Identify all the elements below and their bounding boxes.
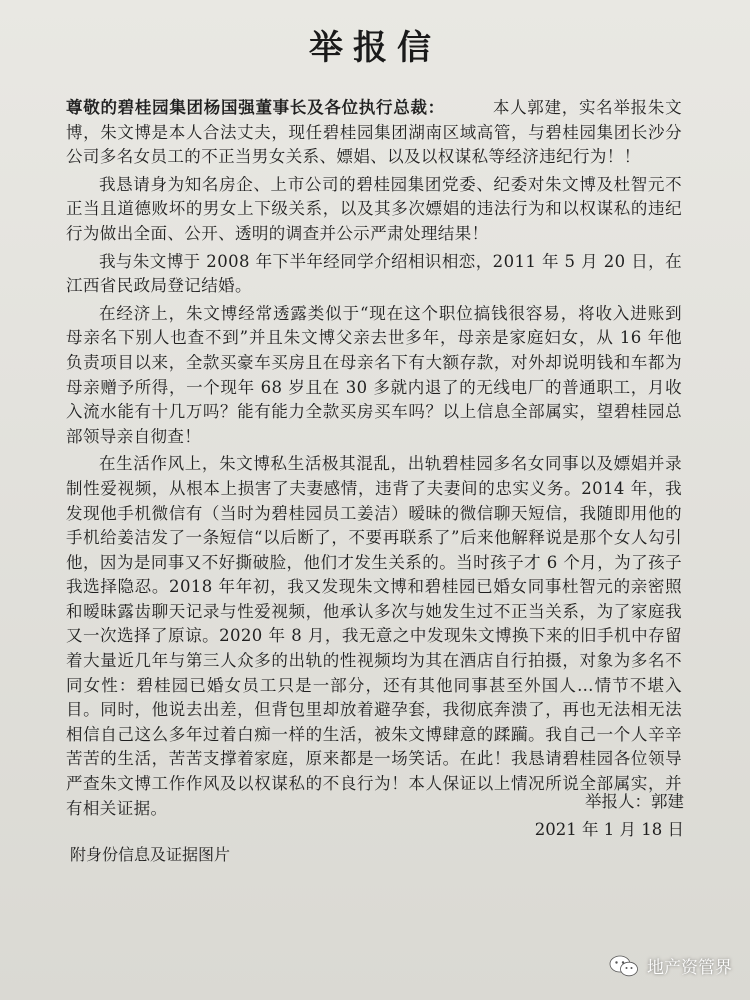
paragraph-2: 我恳请身为知名房企、上市公司的碧桂园集团党委、纪委对朱文博及杜智元不正当且道德败坏的男女上下级关系，以及其多次嫖娼的违法行为和以权谋私的违纪行为做出全面、公开、透明的调查并公示严肃处理结果！ (66, 174, 682, 243)
attachment-note: 附身份信息及证据图片 (70, 845, 231, 864)
paragraph-4: 在经济上，朱文博经常透露类似于“现在这个职位搞钱很容易，将收入进账到母亲名下别人也查不到”并且朱文博父亲去世多年，母亲是家庭妇女，从 16 年他负责项目以来，全款买豪车买房且在母亲名下有大额存款，对外却说明钱和车都为母亲赠予所得，一个现年 68 岁且在 30 多就内退了的无线电厂的普通职工，月收入流水能有十几万吗？能有能力全款买房买车吗？以上信息全部属实，望碧桂园总部领导亲自彻查！ (66, 303, 682, 446)
signature-block (535, 788, 684, 844)
opening-paragraph (66, 96, 682, 170)
paragraph-3: 我与朱文博于 2008 年下半年经同学介绍相识相恋，2011 年 5 月 20 日，在江西省民政局登记结婚。 (66, 251, 682, 296)
salutation: 尊敬的碧桂园集团杨国强董事长及各位执行总裁： (66, 98, 445, 117)
wechat-icon (609, 954, 639, 978)
watermark (609, 953, 732, 978)
letter-date: 2021 年 1 月 18 日 (534, 820, 684, 839)
reporter-name: 举报人：郭建 (585, 792, 684, 811)
paragraph-1: 本人郭建，实名举报朱文博，朱文博是本人合法丈夫，现任碧桂园集团湖南区域高管，与碧桂园集团长沙分公司多名女员工的不正当男女关系、嫖娼、以及以权谋私等经济违纪行为！！ (66, 98, 682, 167)
letter-title: 举报信 (309, 28, 441, 68)
letter-body (66, 96, 682, 824)
watermark-text: 地产资管界 (647, 958, 732, 978)
paragraph-5: 在生活作风上，朱文博私生活极其混乱，出轨碧桂园多名女同事以及嫖娼并录制性爱视频，从根本上损害了夫妻感情，违背了夫妻间的忠实义务。2014 年，我发现他手机微信有（当时为碧桂园员工姜洁）暧昧的微信聊天短信，我随即用他的手机给姜洁发了一条短信“以后断了，不要再联系了”后来他解释说是那个女人勾引他，因为是同事又不好撕破脸，他们才发生关系的。当时孩子才 6 个月，为了孩子我选择隐忍。2018 年年初，我又发现朱文博和碧桂园已婚女同事杜智元的亲密照和暧昧露齿聊天记录与性爱视频，他承认多次与她发生过不正当关系，为了家庭我又一次选择了原谅。2020 年 8 月，我无意之中发现朱文博换下来的旧手机中存留着大量近几年与第三人众多的出轨的性视频均为其在酒店自行拍摄，对象为多名不同女性：碧桂园已婚女员工只是一部分，还有其他同事甚至外国人…情节不堪入目。同时，他说去出差，但背包里却放着避孕套，我彻底奔溃了，再也无法相无法相信自己这么多年过着白痴一样的生活，被朱文博肆意的蹂躏。我自己一个人辛辛苦苦的生活，苦苦支撑着家庭，原来都是一场笑话。在此！我恳请碧桂园各位领导严查朱文博工作作风及以权谋私的不良行为！本人保证以上情况所说全部属实，并有相关证据。 (66, 454, 682, 818)
